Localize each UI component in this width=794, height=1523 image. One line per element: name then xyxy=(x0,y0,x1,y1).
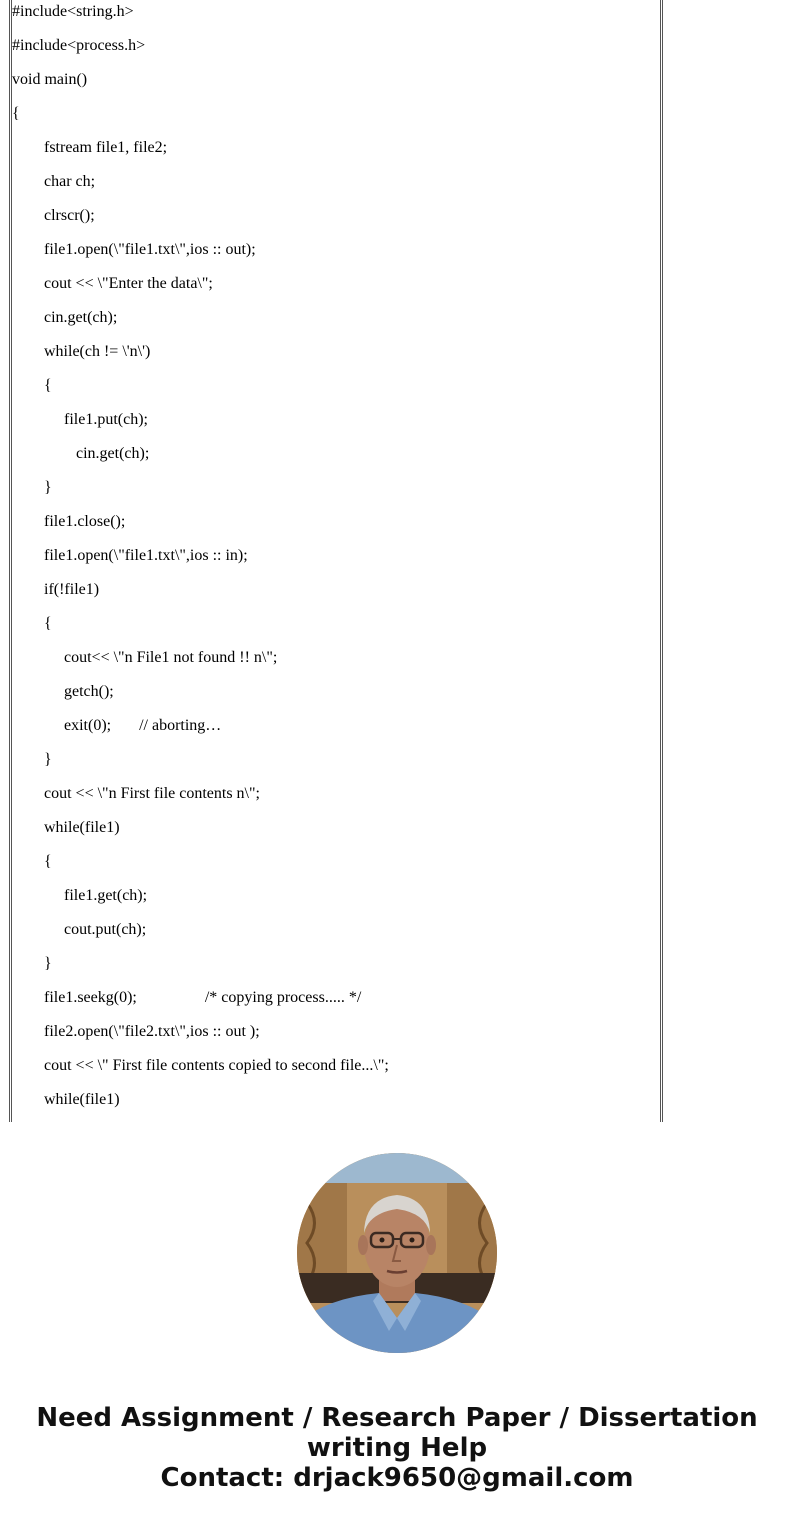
code-line: cin.get(ch); xyxy=(76,445,150,462)
banner-line: Need Assignment / Research Paper / Dissertation xyxy=(36,1403,758,1433)
code-line: while(ch != \'n\') xyxy=(44,343,151,360)
contact-banner xyxy=(0,1403,794,1493)
code-line: while(file1) xyxy=(44,1091,120,1108)
avatar xyxy=(297,1153,497,1353)
code-line: while(file1) xyxy=(44,819,120,836)
code-line: } xyxy=(44,479,52,496)
code-line: char ch; xyxy=(44,173,96,190)
code-line: cin.get(ch); xyxy=(44,309,118,326)
code-line: file1.put(ch); xyxy=(64,411,148,428)
contact-email: Contact: drjack9650@gmail.com xyxy=(160,1463,634,1493)
code-line: #include<process.h> xyxy=(12,37,146,54)
code-line: if(!file1) xyxy=(44,581,100,598)
code-line: fstream file1, file2; xyxy=(44,139,168,156)
code-line: #include<string.h> xyxy=(12,3,134,20)
code-line: file1.seekg(0); /* copying process..... */ xyxy=(44,989,362,1006)
code-line: { xyxy=(44,377,52,394)
code-line: cout << \"n First file contents n\"; xyxy=(44,785,260,802)
code-line: cout << \"Enter the data\"; xyxy=(44,275,213,292)
code-line: cout.put(ch); xyxy=(64,921,147,938)
code-line: clrscr(); xyxy=(44,207,95,224)
code-line: void main() xyxy=(12,71,88,88)
code-line: file2.open(\"file2.txt\",ios :: out ); xyxy=(44,1023,260,1040)
code-line: } xyxy=(44,955,52,972)
code-line: file1.open(\"file1.txt\",ios :: in); xyxy=(44,547,248,564)
code-line: { xyxy=(44,615,52,632)
code-line: exit(0); // aborting… xyxy=(64,717,222,734)
code-line: file1.close(); xyxy=(44,513,126,530)
code-listing xyxy=(9,0,663,1122)
code-line: file1.get(ch); xyxy=(64,887,148,904)
code-line: file1.open(\"file1.txt\",ios :: out); xyxy=(44,241,256,258)
code-line: cout<< \"n File1 not found !! n\"; xyxy=(64,649,278,666)
code-line: } xyxy=(44,751,52,768)
code-line: cout << \" First file contents copied to second file...\"; xyxy=(44,1057,389,1074)
banner-line: writing Help xyxy=(306,1433,488,1463)
code-line: { xyxy=(44,853,52,870)
person-photo-icon xyxy=(297,1153,497,1353)
code-line: getch(); xyxy=(64,683,114,700)
code-line: { xyxy=(12,105,20,122)
